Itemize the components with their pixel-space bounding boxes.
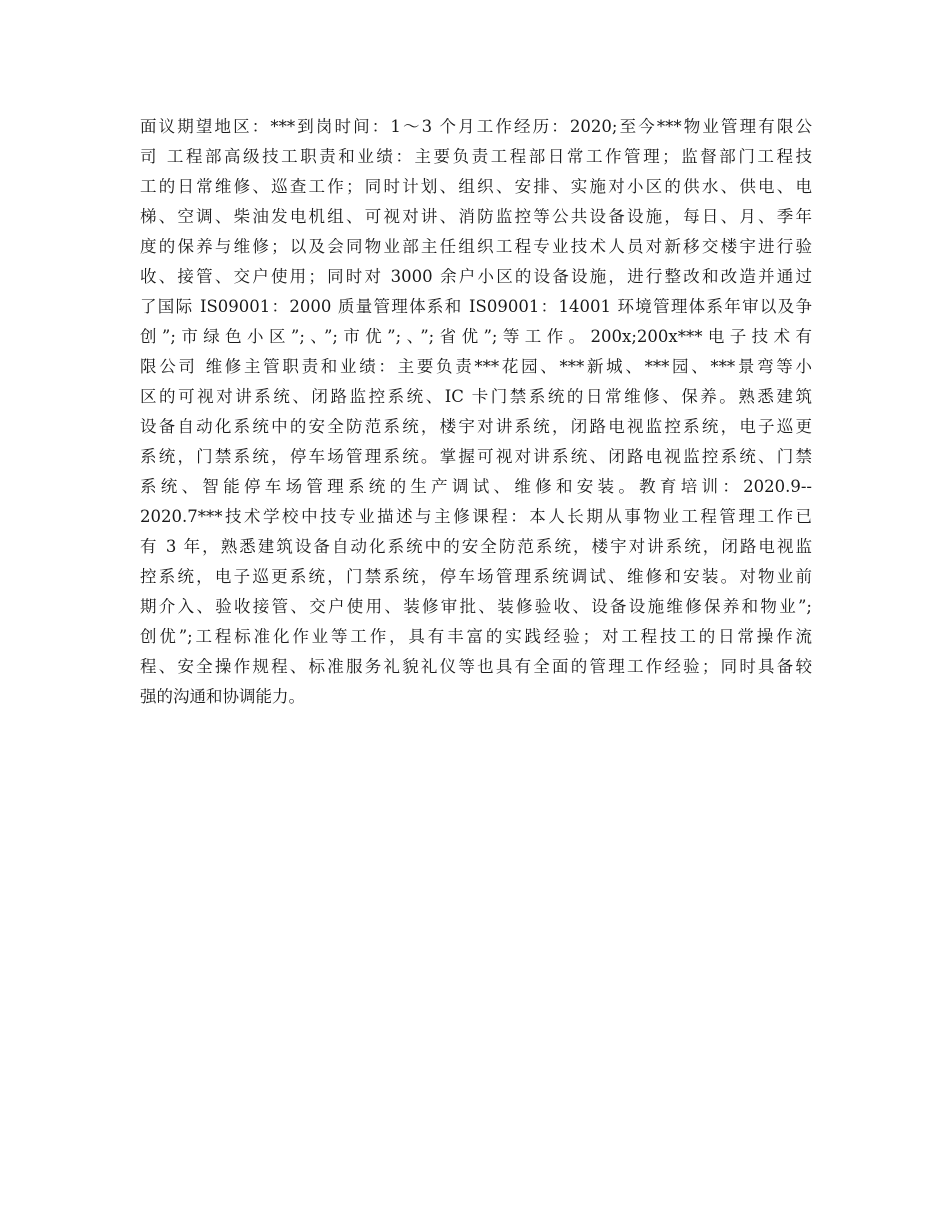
text-line: 系统、智能停车场管理系统的生产调试、维修和安装。教育培训：2020.9-- — [140, 477, 812, 496]
text-line: 区的可视对讲系统、闭路监控系统、IC 卡门禁系统的日常维修、保养。熟悉建筑 — [140, 387, 812, 406]
body-text — [140, 112, 812, 712]
text-line: 了国际 IS09001：2000 质量管理体系和 IS09001：14001 环境管理体系年审以及争 — [140, 297, 812, 316]
text-line: 限公司 维修主管职责和业绩：主要负责***花园、***新城、***园、***景弯等小 — [140, 357, 812, 376]
text-line: 2020.7***技术学校中技专业描述与主修课程：本人长期从事物业工程管理工作已 — [140, 507, 812, 526]
text-line: 度的保养与维修；以及会同物业部主任组织工程专业技术人员对新移交楼宇进行验 — [140, 237, 812, 256]
text-line: 面议期望地区：***到岗时间：1～3 个月工作经历：2020;至今***物业管理有限公 — [140, 117, 812, 136]
text-line: 创优”;工程标准化作业等工作，具有丰富的实践经验；对工程技工的日常操作流 — [140, 627, 812, 646]
text-line: 期介入、验收接管、交户使用、装修审批、装修验收、设备设施维修保养和物业”; — [140, 597, 812, 616]
text-line: 梯、空调、柴油发电机组、可视对讲、消防监控等公共设备设施，每日、月、季年 — [140, 207, 812, 226]
text-line: 收、接管、交户使用；同时对 3000 余户小区的设备设施，进行整改和改造并通过 — [140, 267, 812, 286]
text-line: 司 工程部高级技工职责和业绩：主要负责工程部日常工作管理；监督部门工程技 — [140, 147, 812, 166]
text-line: 设备自动化系统中的安全防范系统，楼宇对讲系统，闭路电视监控系统，电子巡更 — [140, 417, 812, 436]
text-line: 工的日常维修、巡查工作；同时计划、组织、安排、实施对小区的供水、供电、电 — [140, 177, 812, 196]
text-line: 程、安全操作规程、标准服务礼貌礼仪等也具有全面的管理工作经验；同时具备较 — [140, 657, 812, 676]
text-line: 强的沟通和协调能力。 — [140, 687, 305, 706]
text-line: 创”;市绿色小区”;、”;市优”;、”;省优”;等工作。200x;200x***电子技术有 — [140, 327, 812, 346]
text-line: 系统，门禁系统，停车场管理系统。掌握可视对讲系统、闭路电视监控系统、门禁 — [140, 447, 812, 466]
text-line: 控系统，电子巡更系统，门禁系统，停车场管理系统调试、维修和安装。对物业前 — [140, 567, 812, 586]
text-line: 有 3 年，熟悉建筑设备自动化系统中的安全防范系统，楼宇对讲系统，闭路电视监 — [140, 537, 812, 556]
